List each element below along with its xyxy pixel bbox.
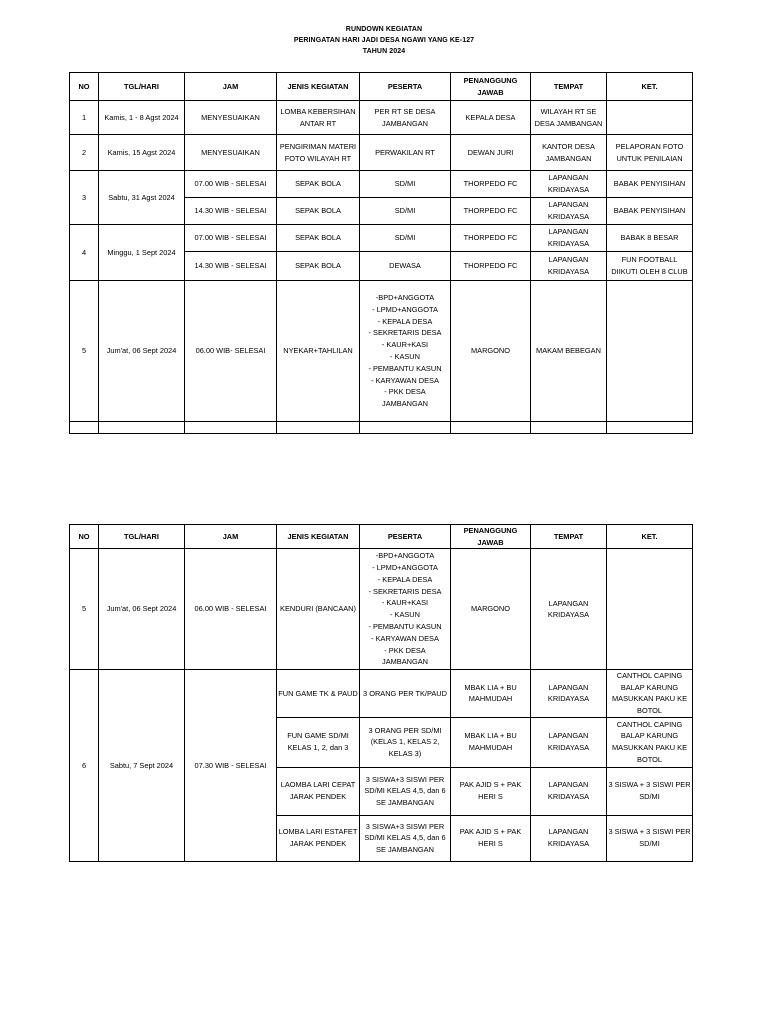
cell-pj: THORPEDO FC	[451, 171, 531, 198]
peserta-item: - KARYAWAN DESA	[371, 633, 439, 643]
cell-jenis: LOMBA KEBERSIHAN ANTAR RT	[277, 101, 360, 135]
cell-ket: CANTHOL CAPING BALAP KARUNG MASUKKAN PAKU KE BOTOL	[607, 717, 693, 767]
cell-peserta: DEWASA	[360, 252, 451, 281]
cell-pj: MBAK LIA + BU MAHMUDAH	[451, 670, 531, 717]
cell-tgl: Sabtu, 7 Sept 2024	[99, 670, 185, 861]
cell-tempat: MAKAM BEBEGAN	[531, 281, 607, 422]
cell-pj: THORPEDO FC	[451, 252, 531, 281]
header-jenis-kegiatan: JENIS KEGIATAN	[277, 525, 360, 549]
peserta-item: -BPD+ANGGOTA	[375, 551, 435, 561]
header-ket: KET.	[607, 525, 693, 549]
title-line-2: PERINGATAN HARI JADI DESA NGAWI YANG KE-127	[293, 37, 475, 44]
cell-ket: CANTHOL CAPING BALAP KARUNG MASUKKAN PAKU KE BOTOL	[607, 670, 693, 717]
header-peserta: PESERTA	[360, 525, 451, 549]
table-row	[70, 135, 693, 171]
table-row-empty	[70, 422, 693, 434]
cell-peserta: SD/MI	[360, 225, 451, 252]
header-ket: KET.	[607, 73, 693, 101]
cell-tempat: LAPANGAN KRIDAYASA	[531, 171, 607, 198]
header-no: NO	[70, 73, 99, 101]
header-no: NO	[70, 525, 99, 549]
header-penanggung-jawab: PENANGGUNG JAWAB	[451, 525, 531, 549]
cell-jenis: SEPAK BOLA	[277, 225, 360, 252]
cell-peserta	[360, 549, 451, 670]
peserta-item: - KAUR+KASI	[381, 340, 429, 350]
cell-ket	[607, 101, 693, 135]
header-peserta: PESERTA	[360, 73, 451, 101]
table-row	[70, 670, 693, 717]
cell-jenis: SEPAK BOLA	[277, 252, 360, 281]
cell-ket: 3 SISWA + 3 SISWI PER SD/MI	[607, 767, 693, 815]
header-tempat: TEMPAT	[531, 525, 607, 549]
cell-no: 5	[70, 281, 99, 422]
peserta-item: - PEMBANTU KASUN	[368, 363, 442, 373]
cell-pj: THORPEDO FC	[451, 225, 531, 252]
cell-ket	[607, 281, 693, 422]
cell-no: 6	[70, 670, 99, 861]
header-jam: JAM	[185, 525, 277, 549]
cell-jam: 14.30 WIB - SELESAI	[185, 252, 277, 281]
peserta-item: - KASUN	[390, 610, 420, 620]
cell-jam: MENYESUAIKAN	[185, 101, 277, 135]
table-header-row	[70, 525, 693, 549]
rundown-table-2	[69, 524, 693, 862]
cell-peserta: SD/MI	[360, 198, 451, 225]
table-row	[70, 281, 693, 422]
cell-pj: MBAK LIA + BU MAHMUDAH	[451, 717, 531, 767]
cell-no: 1	[70, 101, 99, 135]
peserta-item: - KAUR+KASI	[381, 598, 429, 608]
cell-peserta: SD/MI	[360, 171, 451, 198]
peserta-item: -BPD+ANGGOTA	[375, 293, 435, 303]
header-penanggung-jawab: PENANGGUNG JAWAB	[451, 73, 531, 101]
cell-jam: 07.30 WIB - SELESAI	[185, 670, 277, 861]
cell-no: 3	[70, 171, 99, 225]
cell-jenis: LAOMBA LARI CEPAT JARAK PENDEK	[277, 767, 360, 815]
table-row	[70, 225, 693, 252]
cell-no: 5	[70, 549, 99, 670]
cell-tempat: LAPANGAN KRIDAYASA	[531, 767, 607, 815]
cell-jenis: LOMBA LARI ESTAFET JARAK PENDEK	[277, 815, 360, 861]
cell-jenis: FUN GAME SD/MI KELAS 1, 2, dan 3	[277, 717, 360, 767]
peserta-item: JAMBANGAN	[382, 657, 428, 667]
cell-tempat: LAPANGAN KRIDAYASA	[531, 549, 607, 670]
peserta-item: - PEMBANTU KASUN	[368, 621, 442, 631]
cell-peserta	[360, 281, 451, 422]
cell-no: 4	[70, 225, 99, 281]
cell-tempat: KANTOR DESA JAMBANGAN	[531, 135, 607, 171]
cell-jenis: NYEKAR+TAHLILAN	[277, 281, 360, 422]
cell-pj: MARGONO	[451, 281, 531, 422]
peserta-item: - LPMD+ANGGOTA	[372, 563, 438, 572]
cell-pj: DEWAN JURI	[451, 135, 531, 171]
header-jam: JAM	[185, 73, 277, 101]
header-tempat: TEMPAT	[531, 73, 607, 101]
peserta-item: - KEPALA DESA	[377, 574, 433, 584]
rundown-table-1	[69, 72, 693, 434]
cell-tempat: LAPANGAN KRIDAYASA	[531, 670, 607, 717]
peserta-item: - PKK DESA	[384, 387, 426, 397]
cell-tgl: Kamis, 15 Agst 2024	[99, 135, 185, 171]
cell-jam: 07.00 WIB - SELESAI	[185, 225, 277, 252]
cell-jenis: SEPAK BOLA	[277, 198, 360, 225]
header-jenis-kegiatan: JENIS KEGIATAN	[277, 73, 360, 101]
cell-peserta: 3 SISWA+3 SISWI PER SD/MI KELAS 4,5, dan 6 SE JAMBANGAN	[360, 815, 451, 861]
cell-jam: 14.30 WIB - SELESAI	[185, 198, 277, 225]
cell-jenis: PENGIRIMAN MATERI FOTO WILAYAH RT	[277, 135, 360, 171]
cell-ket: BABAK PENYISIHAN	[607, 171, 693, 198]
cell-tgl: Minggu, 1 Sept 2024	[99, 225, 185, 281]
cell-tempat: LAPANGAN KRIDAYASA	[531, 252, 607, 281]
cell-tgl: Jum'at, 06 Sept 2024	[99, 281, 185, 422]
cell-ket: 3 SISWA + 3 SISWI PER SD/MI	[607, 815, 693, 861]
cell-jam: MENYESUAIKAN	[185, 135, 277, 171]
title-line-1: RUNDOWN KEGIATAN	[345, 26, 423, 33]
cell-tempat: LAPANGAN KRIDAYASA	[531, 198, 607, 225]
cell-tempat: LAPANGAN KRIDAYASA	[531, 717, 607, 767]
cell-jenis: FUN GAME TK & PAUD	[277, 670, 360, 717]
table-row	[70, 549, 693, 670]
cell-ket: BABAK PENYISIHAN	[607, 198, 693, 225]
header-tgl-hari: TGL/HARI	[99, 525, 185, 549]
cell-jam: 06.00 WIB - SELESAI	[185, 549, 277, 670]
cell-pj: PAK AJID S + PAK HERI S	[451, 767, 531, 815]
cell-peserta: PERWAKILAN RT	[360, 135, 451, 171]
cell-ket: PELAPORAN FOTO UNTUK PENILAIAN	[607, 135, 693, 171]
cell-pj: MARGONO	[451, 549, 531, 670]
table-row	[70, 101, 693, 135]
cell-no: 2	[70, 135, 99, 171]
cell-jam: 07.00 WIB - SELESAI	[185, 171, 277, 198]
cell-ket: FUN FOOTBALL DIIKUTI OLEH 8 CLUB	[607, 252, 693, 281]
cell-jam: 06.00 WIB- SELESAI	[185, 281, 277, 422]
peserta-item: JAMBANGAN	[382, 399, 428, 409]
cell-peserta: 3 ORANG PER SD/MI (KELAS 1, KELAS 2, KELAS 3)	[360, 717, 451, 767]
title-line-3: TAHUN 2024	[362, 48, 406, 55]
cell-peserta: 3 SISWA+3 SISWI PER SD/MI KELAS 4,5, dan 6 SE JAMBANGAN	[360, 767, 451, 815]
cell-ket	[607, 549, 693, 670]
header-tgl-hari: TGL/HARI	[99, 73, 185, 101]
cell-jenis: SEPAK BOLA	[277, 171, 360, 198]
cell-tgl: Jum'at, 06 Sept 2024	[99, 549, 185, 670]
peserta-item: - LPMD+ANGGOTA	[372, 304, 438, 314]
cell-tgl: Kamis, 1 - 8 Agst 2024	[99, 101, 185, 135]
cell-tgl: Sabtu, 31 Agst 2024	[99, 171, 185, 225]
cell-pj: KEPALA DESA	[451, 101, 531, 135]
peserta-item: - SEKRETARIS DESA	[368, 586, 442, 596]
cell-pj: THORPEDO FC	[451, 198, 531, 225]
table-row	[70, 171, 693, 198]
cell-jenis: KENDURI (BANCAAN)	[277, 549, 360, 670]
document-title	[0, 24, 768, 57]
peserta-item: - SEKRETARIS DESA	[368, 328, 442, 338]
peserta-item: - KARYAWAN DESA	[371, 375, 439, 385]
cell-ket: BABAK 8 BESAR	[607, 225, 693, 252]
table-header-row	[70, 73, 693, 101]
cell-peserta: PER RT SE DESA JAMBANGAN	[360, 101, 451, 135]
cell-tempat: LAPANGAN KRIDAYASA	[531, 225, 607, 252]
cell-tempat: LAPANGAN KRIDAYASA	[531, 815, 607, 861]
cell-peserta: 3 ORANG PER TK/PAUD	[360, 670, 451, 717]
peserta-item: - KEPALA DESA	[377, 316, 433, 326]
peserta-item: - PKK DESA	[384, 645, 426, 655]
cell-tempat: WILAYAH RT SE DESA JAMBANGAN	[531, 101, 607, 135]
peserta-item: - KASUN	[390, 352, 420, 361]
cell-pj: PAK AJID S + PAK HERI S	[451, 815, 531, 861]
